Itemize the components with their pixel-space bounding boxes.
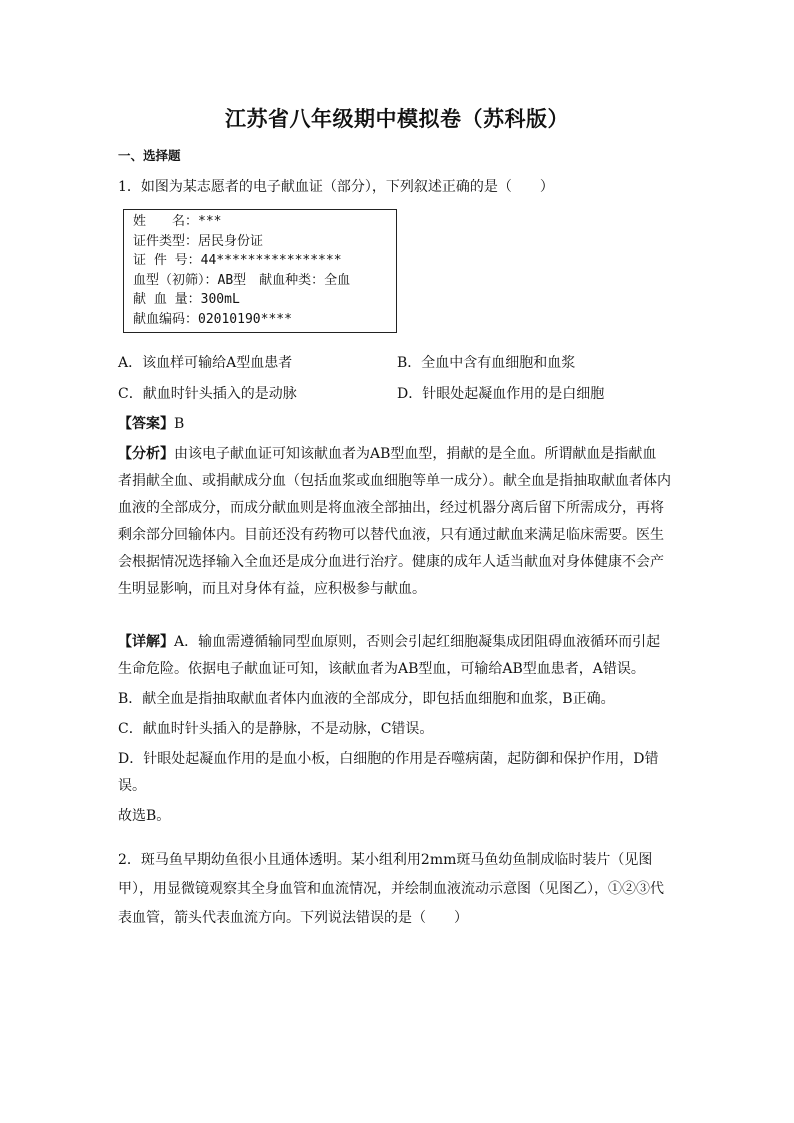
answer-tag: 【答案】 bbox=[118, 416, 174, 432]
section-heading: 一、选择题 bbox=[118, 148, 181, 163]
analysis-block bbox=[118, 441, 678, 603]
detail-tag: 【详解】 bbox=[118, 634, 174, 650]
detail-line: 生命危险。依据电子献血证可知，该献血者为AB型血，可输给AB型血患者，A错误。 bbox=[118, 661, 645, 677]
analysis-tag: 【分析】 bbox=[118, 446, 174, 462]
analysis-line: 会根据情况选择输入全血还是成分血进行治疗。健康的成年人适当献血对身体健康不会产 bbox=[118, 554, 664, 570]
blood-donation-card bbox=[123, 209, 397, 333]
option-b: B．全血中含有血细胞和血浆 bbox=[397, 355, 576, 371]
answer-value: B bbox=[174, 416, 185, 432]
card-line-blood-type: 血型（初筛）：AB型 献血种类：全血 bbox=[133, 272, 351, 288]
card-line-name: 姓 名：*** bbox=[133, 214, 222, 229]
option-a: A．该血样可输给A型血患者 bbox=[118, 355, 293, 371]
analysis-line: 【分析】由该电子献血证可知该献血者为AB型血型，捐献的是全血。所谓献血是指献血 bbox=[118, 446, 657, 462]
page-title: 江苏省八年级期中模拟卷（苏科版） bbox=[225, 107, 569, 131]
card-line-code: 献血编码：02010190**** bbox=[133, 311, 292, 327]
detail-line: 误。 bbox=[118, 778, 146, 794]
detail-block bbox=[118, 629, 678, 830]
analysis-line: 生明显影响，而且对身体有益，应积极参与献血。 bbox=[118, 581, 426, 597]
question-1-stem: 1．如图为某志愿者的电子献血证（部分），下列叙述正确的是（ ） bbox=[118, 179, 554, 195]
card-line-id-type: 证件类型：居民身份证 bbox=[133, 233, 264, 249]
detail-line: 【详解】A．输血需遵循输同型血原则，否则会引起红细胞凝集成团阻碍血液循环而引起 bbox=[118, 634, 661, 650]
card-line-volume: 献 血 量：300mL bbox=[133, 292, 240, 308]
detail-line: B．献全血是指抽取献血者体内血液的全部成分，即包括血细胞和血浆，B正确。 bbox=[118, 691, 615, 707]
detail-line: 故选B。 bbox=[118, 808, 171, 824]
question-2-line: 甲），用显微镜观察其全身血管和血流情况，并绘制血液流动示意图（见图乙），①②③代 bbox=[118, 881, 664, 897]
analysis-line: 剩余部分回输体内。目前还没有药物可以替代血液，只有通过献血来满足临床需要。医生 bbox=[118, 527, 664, 543]
question-2-line: 2．斑马鱼早期幼鱼很小且通体透明。某小组利用2mm斑马鱼幼鱼制成临时装片（见图 bbox=[118, 852, 653, 868]
analysis-line: 血液的全部成分，而成分献血则是将血液全部抽出，经过机器分离后留下所需成分，再将 bbox=[118, 500, 664, 516]
analysis-line: 者捐献全血、或捐献成分血（包括血浆或血细胞等单一成分）。献全血是指抽取献血者体内 bbox=[118, 473, 671, 489]
option-d: D．针眼处起凝血作用的是白细胞 bbox=[397, 386, 605, 402]
detail-line: C．献血时针头插入的是静脉，不是动脉，C错误。 bbox=[118, 721, 434, 737]
option-c: C．献血时针头插入的是动脉 bbox=[118, 386, 297, 402]
detail-line: D．针眼处起凝血作用的是血小板，白细胞的作用是吞噬病菌，起防御和保护作用，D错 bbox=[118, 751, 659, 767]
card-line-id-number: 证 件 号：44**************** bbox=[133, 253, 342, 269]
answer-line bbox=[118, 413, 184, 433]
question-2-stem bbox=[118, 847, 678, 932]
question-2-line: 表血管，箭头代表血流方向。下列说法错误的是（ ） bbox=[118, 910, 468, 926]
